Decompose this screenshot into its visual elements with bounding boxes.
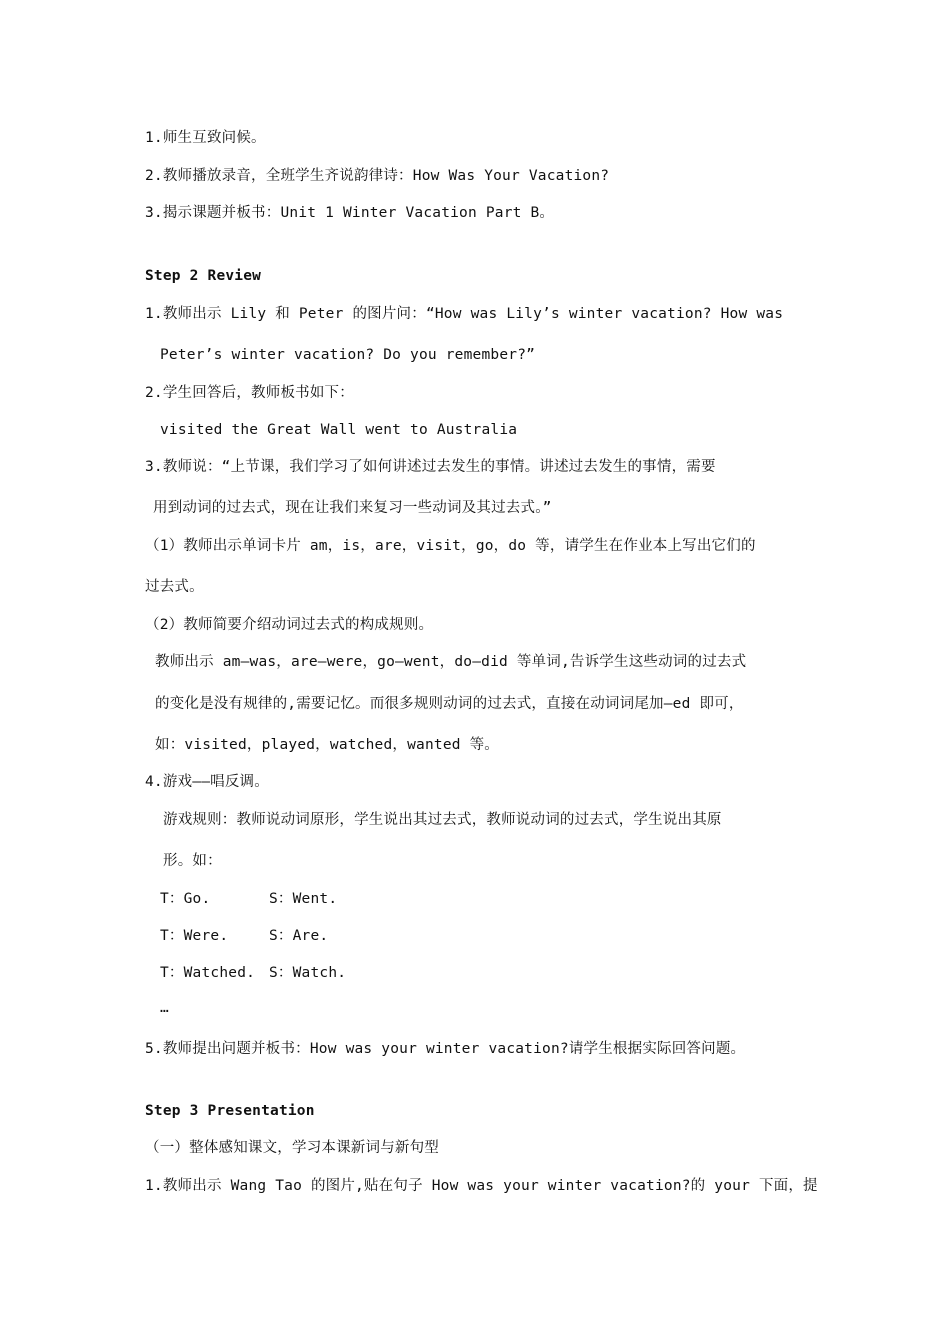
step2-item-1-line-1: 1.教师出示 Lily 和 Peter 的图片问：“How was Lily’s winter vacation? How was — [145, 306, 784, 322]
sub-item-2: （2）教师简要介绍动词过去式的构成规则。 — [145, 617, 434, 633]
sub-item-1-line-1: （1）教师出示单词卡片 am，is，are，visit，go，do 等，请学生在作业本上写出它们的 — [145, 538, 756, 554]
step2-item-5: 5.教师提出问题并板书：How was your winter vacation?请学生根据实际回答问题。 — [145, 1041, 746, 1057]
sub-item-2-body-line-3: 如：visited，played，watched，wanted 等。 — [155, 737, 500, 753]
dialog-teacher-line: T：Go. — [160, 891, 211, 907]
sub-item-1-line-2: 过去式。 — [145, 579, 204, 595]
sub-item-2-body-line-1: 教师出示 am—was，are—were，go—went，do—did 等单词,告诉学生这些动词的过去式 — [155, 654, 747, 670]
step3-heading: Step 3 Presentation — [145, 1103, 315, 1119]
step1-item-1: 1.师生互致问候。 — [145, 130, 266, 146]
step2-heading: Step 2 Review — [145, 268, 262, 284]
step2-item-1-line-2: Peter’s winter vacation? Do you remember?” — [160, 347, 536, 363]
step1-item-2: 2.教师播放录音，全班学生齐说韵律诗：How Was Your Vacation? — [145, 168, 610, 184]
dialog-teacher-line: T：Were. — [160, 928, 229, 944]
step3-item-1: 1.教师出示 Wang Tao 的图片,贴在句子 How was your winter vacation?的 your 下面，提 — [145, 1178, 818, 1194]
dialog-teacher-line: T：Watched. — [160, 965, 256, 981]
game-rule-line-1: 游戏规则：教师说动词原形，学生说出其过去式，教师说动词的过去式，学生说出其原 — [163, 812, 722, 828]
step2-item-3-line-2: 用到动词的过去式，现在让我们来复习一些动词及其过去式。” — [153, 500, 552, 516]
step2-item-2: 2.学生回答后，教师板书如下： — [145, 385, 354, 401]
step2-item-3-line-1: 3.教师说：“上节课，我们学习了如何讲述过去发生的事情。讲述过去发生的事情，需要 — [145, 459, 716, 475]
game-rule-line-2: 形。如： — [163, 853, 222, 869]
board-text: visited the Great Wall went to Australia — [160, 422, 518, 438]
dialog-student-line: S：Watch. — [269, 965, 347, 981]
step1-item-3: 3.揭示课题并板书：Unit 1 Winter Vacation Part B。 — [145, 205, 555, 221]
ellipsis: … — [160, 1000, 169, 1016]
dialog-student-line: S：Went. — [269, 891, 338, 907]
step3-section-1: （一）整体感知课文，学习本课新词与新句型 — [145, 1140, 439, 1156]
dialog-student-line: S：Are. — [269, 928, 329, 944]
sub-item-2-body-line-2: 的变化是没有规律的,需要记忆。而很多规则动词的过去式，直接在动词词尾加—ed 即可， — [155, 696, 744, 712]
step2-item-4: 4.游戏——唱反调。 — [145, 774, 269, 790]
